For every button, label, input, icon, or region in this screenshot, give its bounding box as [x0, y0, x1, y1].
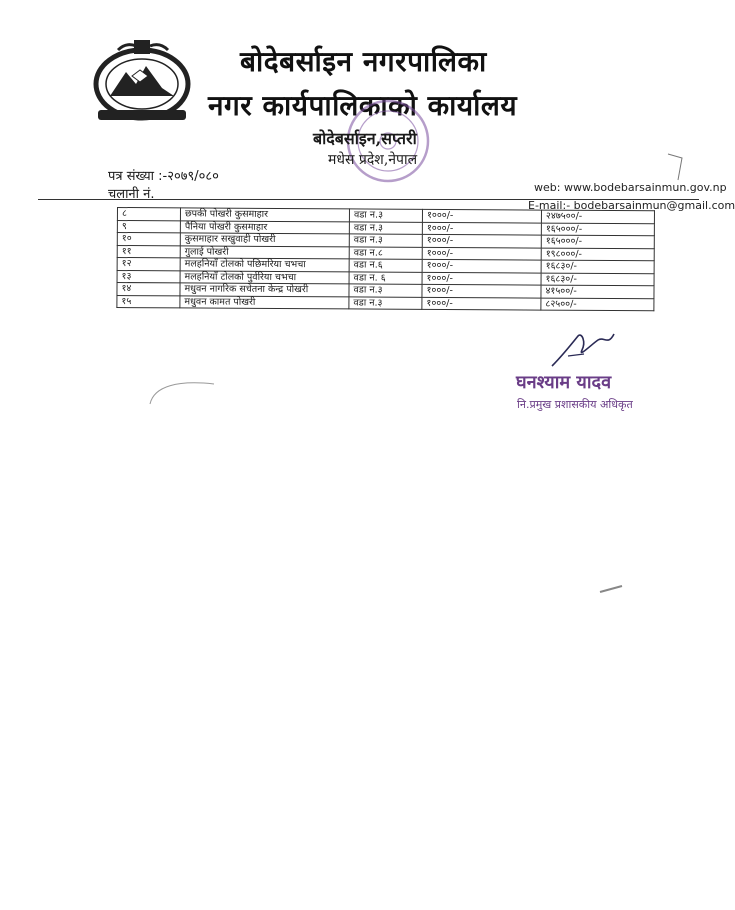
ward-cell: वडा न. ६ [349, 271, 422, 284]
ward-cell: वडा न.३ [349, 284, 422, 297]
header-divider [38, 199, 699, 200]
amount-cell: १९८०००/- [541, 248, 654, 261]
office-address: बोदेबर्साइन,सप्तरी [313, 129, 417, 148]
municipality-emblem [88, 36, 196, 126]
rate-cell: १०००/- [422, 234, 541, 247]
scan-mark [664, 150, 688, 190]
ward-cell: वडा न.३ [349, 209, 422, 222]
pond-name-cell: छपकी पोखरी कुसमाहार [180, 208, 349, 222]
handwritten-signature [548, 326, 618, 372]
pond-name-cell: मलहनियाँ टोलको पछिमरिया चभचा [180, 258, 349, 272]
pond-name-cell: मधुवन कामत पोखरी [180, 295, 349, 309]
serial-number-cell: १३ [117, 270, 180, 283]
pond-table [116, 207, 655, 311]
table-row [117, 295, 654, 311]
rate-cell: १०००/- [422, 284, 541, 297]
amount-cell: १६५०००/- [541, 235, 654, 248]
ward-cell: वडा न.८ [349, 246, 422, 259]
signatory-name: घनश्याम यादव [516, 372, 612, 393]
ward-cell: वडा न.३ [349, 296, 422, 309]
office-name: नगर कार्यपालिकाको कार्यालय [208, 89, 518, 122]
scan-mark [598, 582, 624, 596]
rate-cell: १०००/- [422, 222, 541, 235]
serial-number-cell: ८ [117, 208, 180, 221]
province-country: मधेस प्रदेश,नेपाल [328, 152, 418, 168]
amount-cell: १६८३०/- [541, 273, 654, 286]
pond-name-cell: पैनिया पोखरी कुसमाहार [180, 220, 349, 234]
serial-number-cell: १० [117, 233, 180, 246]
pond-name-cell: मलहनियाँ टोलको पुर्वरिया चभचा [180, 270, 349, 284]
serial-number-cell: १२ [117, 258, 180, 271]
pond-name-cell: कुसमाहार सखुवाही पोखरी [180, 233, 349, 247]
scan-mark [148, 376, 218, 406]
rate-cell: १०००/- [422, 209, 541, 222]
rate-cell: १०००/- [422, 272, 541, 285]
amount-cell: १६८३०/- [541, 260, 654, 273]
pond-name-cell: गुलाई पोखरी [180, 245, 349, 259]
serial-number-cell: ११ [117, 245, 180, 258]
amount-cell: ४१५००/- [541, 285, 654, 298]
amount-cell: १६५०००/- [541, 223, 654, 236]
pond-name-cell: मधुवन नागरिक सचेतना केन्द्र पोखरी [180, 283, 349, 297]
signatory-title: नि.प्रमुख प्रशासकीय अधिकृत [517, 398, 633, 411]
reference-number: पत्र संख्या :-२०७९/०८० [108, 169, 219, 184]
ward-cell: वडा न.६ [349, 259, 422, 272]
ward-cell: वडा न.३ [349, 221, 422, 234]
ward-cell: वडा न.३ [349, 234, 422, 247]
serial-number-cell: १४ [117, 283, 180, 296]
rate-cell: १०००/- [422, 297, 541, 310]
rate-cell: १०००/- [422, 247, 541, 260]
serial-number-cell: १५ [117, 295, 180, 308]
serial-number-cell: ९ [117, 220, 180, 233]
email-address: E-mail:- bodebarsainmun@gmail.com [528, 199, 735, 212]
dispatch-number: चलानी नं. [108, 187, 155, 202]
amount-cell: ८२५००/- [541, 298, 654, 311]
website: web: www.bodebarsainmun.gov.np [534, 181, 727, 194]
amount-cell: २४७५००/- [541, 210, 654, 223]
municipality-name: बोदेबर्साइन नगरपालिका [240, 45, 487, 78]
rate-cell: १०००/- [422, 259, 541, 272]
